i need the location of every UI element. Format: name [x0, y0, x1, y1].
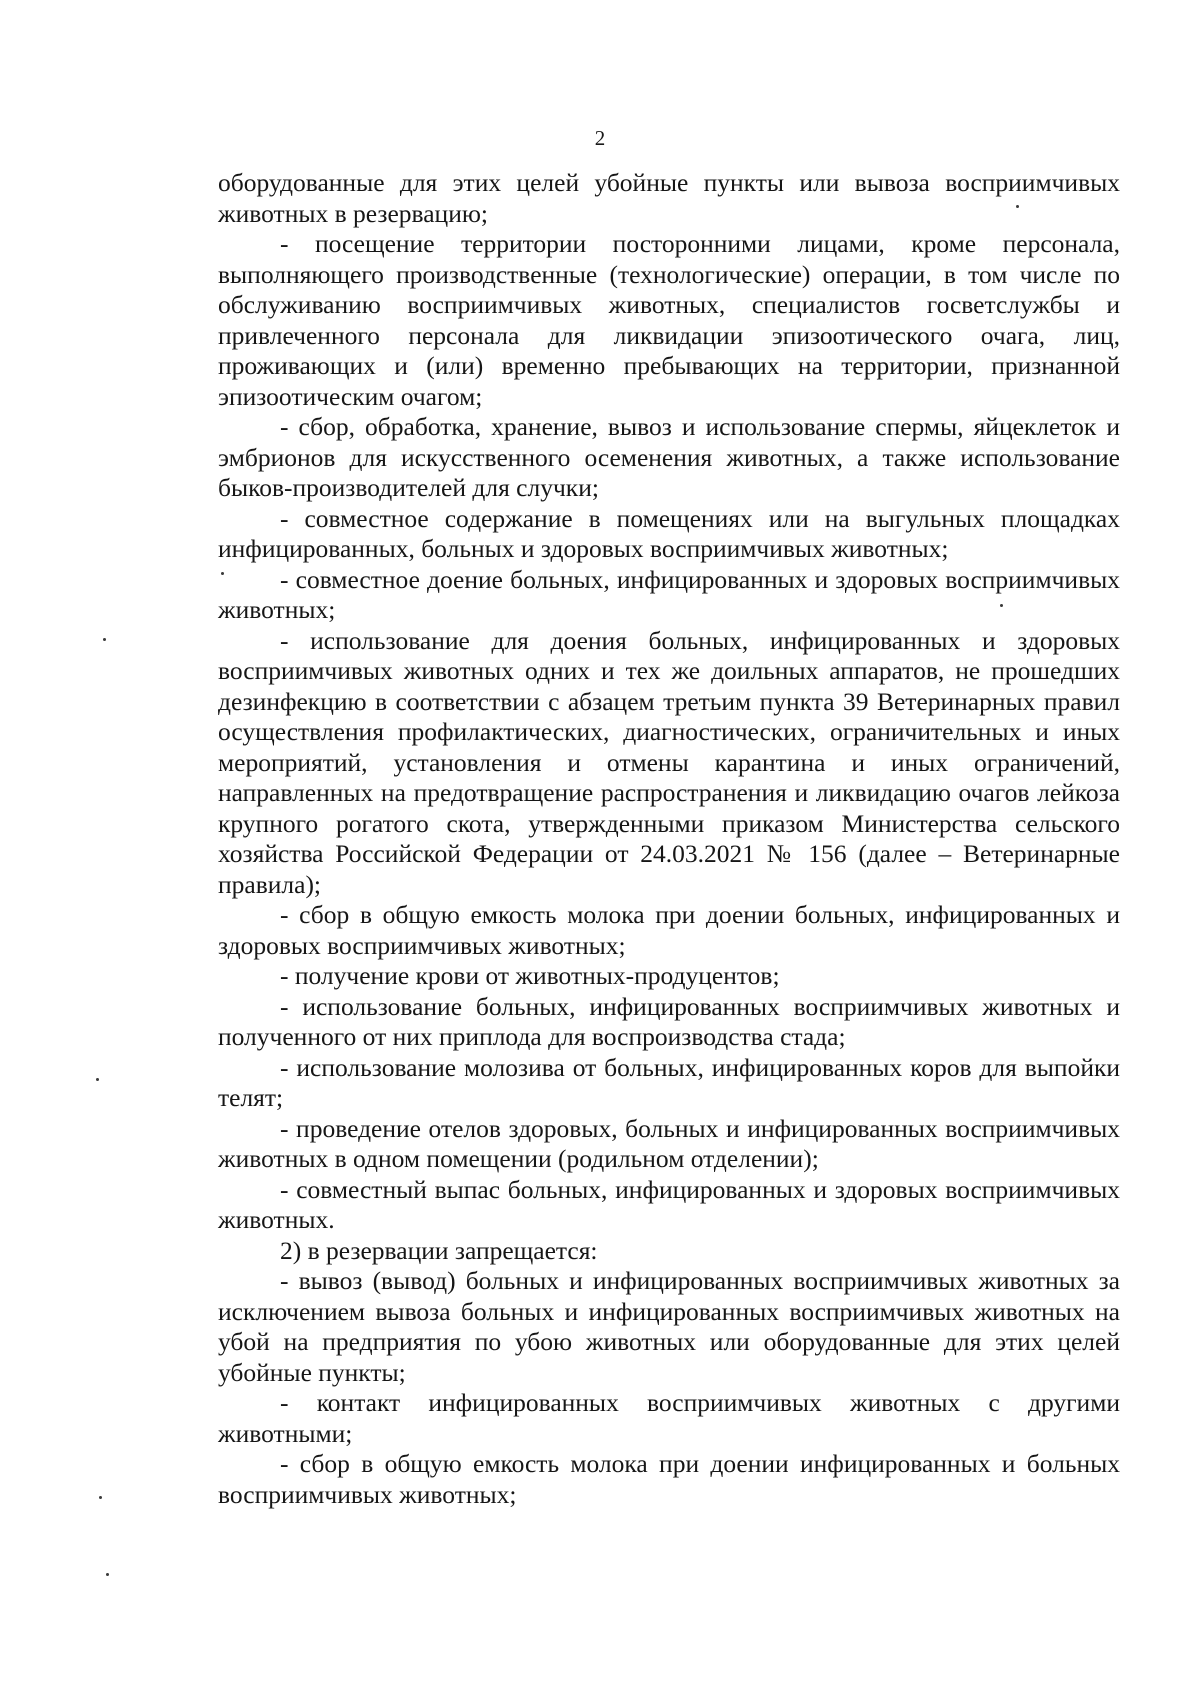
scan-speck [103, 638, 106, 641]
scan-speck [221, 572, 224, 575]
paragraph: - сбор, обработка, хранение, вывоз и использование спермы, яйцеклеток и эмбрионов для искусственного осеменения животных, а также использование быков-производителей для случки; [218, 412, 1120, 502]
scan-speck [1000, 604, 1003, 607]
paragraph: - сбор в общую емкость молока при доении инфицированных и больных восприимчивых животных; [218, 1449, 1120, 1509]
paragraph: - получение крови от животных-продуцентов; [280, 961, 780, 990]
scan-speck [1016, 205, 1019, 208]
paragraph: - проведение отелов здоровых, больных и инфицированных восприимчивых животных в одном помещении (родильном отделении); [218, 1113, 1120, 1173]
paragraph: - использование для доения больных, инфицированных и здоровых восприимчивых животных одних и тех же доильных аппаратов, не прошедших дезинфекцию в соответствии с абзацем третьим пункта 39 Ветеринарных правил осуществления профилактических, диагностических, ограничительных и иных мероприятий, установления и отмены карантина и иных ограничений, направленных на предотвращение распространения и ликвидацию очагов лейкоза крупного рогатого скота, утвержденными приказом Министерства сельского хозяйства Российской Федерации от 24.03.2021 № 156 (далее – Ветеринарные правила); [218, 625, 1120, 899]
paragraph: - контакт инфицированных восприимчивых животных с другими животными; [218, 1388, 1120, 1448]
paragraph: 2) в резервации запрещается: [280, 1235, 598, 1265]
scan-speck [99, 1496, 102, 1499]
paragraph: оборудованные для этих целей убойные пункты или вывоза восприимчивых животных в резервацию; [218, 168, 1120, 228]
scan-speck [106, 1573, 109, 1576]
scan-speck [96, 1078, 99, 1081]
paragraph: - вывоз (вывод) больных и инфицированных восприимчивых животных за исключением вывоза больных и инфицированных восприимчивых животных на убой на предприятия по убою животных или оборудованные для этих целей убойные пункты; [218, 1266, 1120, 1387]
paragraph: - сбор в общую емкость молока при доении больных, инфицированных и здоровых восприимчивых животных; [218, 900, 1120, 960]
document-body [218, 168, 1120, 1510]
paragraph: - совместное содержание в помещениях или на выгульных площадках инфицированных, больных и здоровых восприимчивых животных; [218, 503, 1120, 563]
paragraph: - использование молозива от больных, инфицированных коров для выпойки телят; [218, 1052, 1120, 1112]
paragraph: - использование больных, инфицированных восприимчивых животных и полученного от них приплода для воспроизводства стада; [218, 991, 1120, 1051]
paragraph: - совместный выпас больных, инфицированных и здоровых восприимчивых животных. [218, 1174, 1120, 1234]
page-number: 2 [594, 126, 606, 150]
paragraph: - посещение территории посторонними лицами, кроме персонала, выполняющего производственные (технологические) операции, в том числе по обслуживанию восприимчивых животных, специалистов госветслужбы и привлеченного персонала для ликвидации эпизоотического очага, лиц, проживающих и (или) временно пребывающих на территории, признанной эпизоотическим очагом; [218, 229, 1120, 411]
paragraph: - совместное доение больных, инфицированных и здоровых восприимчивых животных; [218, 564, 1120, 624]
